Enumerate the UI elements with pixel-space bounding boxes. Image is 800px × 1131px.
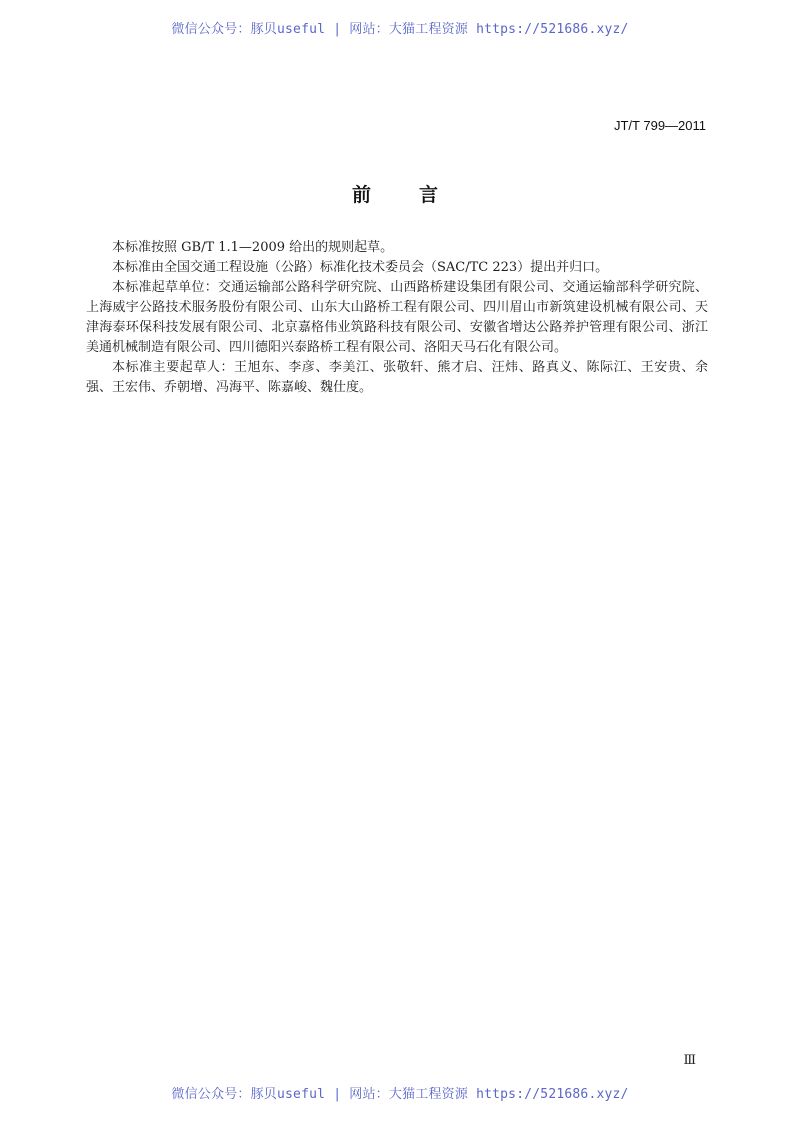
paragraph-drafting-units: 本标准起草单位：交通运输部公路科学研究院、山西路桥建设集团有限公司、交通运输部科学研究院、上海威宇公路技术服务股份有限公司、山东大山路桥工程有限公司、四川眉山市新筑建设机械有限公司、天津海泰环保科技发展有限公司、北京嘉格伟业筑路科技有限公司、安徽省增达公路养护管理有限公司、浙江美通机械制造有限公司、四川德阳兴泰路桥工程有限公司、洛阳天马石化有限公司。 bbox=[86, 280, 708, 355]
paragraph-proposer: 本标准由全国交通工程设施（公路）标准化技术委员会（SAC/TC 223）提出并归口。 bbox=[112, 260, 609, 275]
page-number: Ⅲ bbox=[683, 1053, 696, 1068]
paragraph-drafting-rules: 本标准按照 GB/T 1.1—2009 给出的规则起草。 bbox=[112, 240, 394, 255]
page-title: 前言 bbox=[351, 184, 486, 206]
watermark-bottom: 微信公众号：豚贝useful | 网站：大猫工程资源 https://521686.xyz/ bbox=[171, 1087, 629, 1102]
paragraph-drafters: 本标准主要起草人：王旭东、李彦、李美江、张敬轩、熊才启、汪炜、路真义、陈际江、王安贵、余强、王宏伟、乔朝增、冯海平、陈嘉峻、魏仕度。 bbox=[86, 360, 708, 395]
foreword-body bbox=[86, 238, 708, 398]
watermark-top: 微信公众号：豚贝useful | 网站：大猫工程资源 https://521686.xyz/ bbox=[171, 22, 629, 37]
standard-code: JT/T 799—2011 bbox=[613, 118, 706, 133]
